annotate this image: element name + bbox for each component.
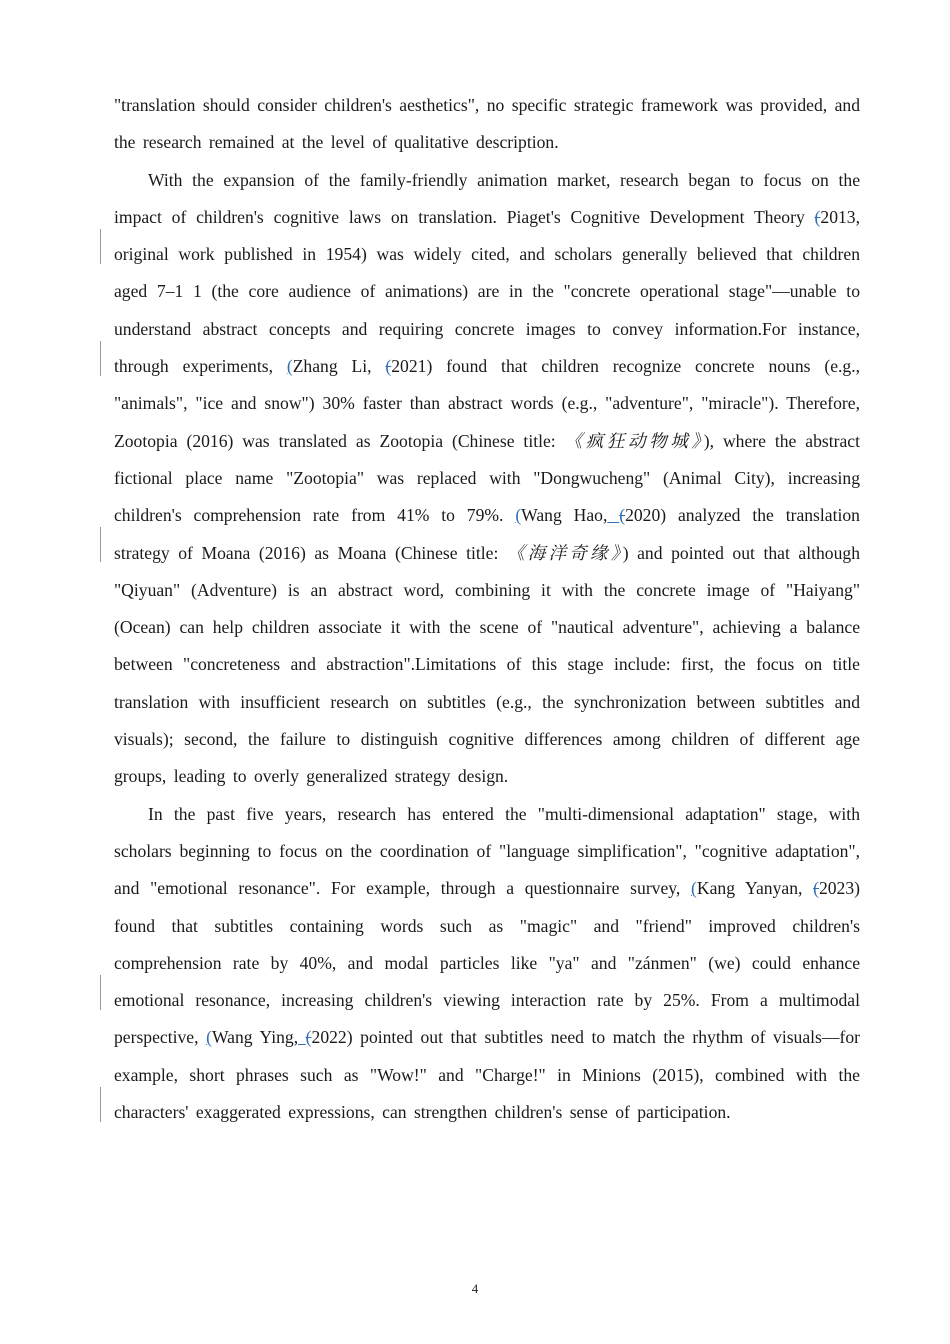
text-run: 2022) pointed out that subtitles need to match the rhythm of visuals—for example, short phrases such as "Wow!" and "Charge!" in Minions (2015), combined with the characters' exaggerated expressions, can strengthen children's sense of participation. [114,1027,860,1123]
tracked-insertion [607,505,619,525]
tracked-insertion [298,1027,306,1047]
revision-change-bar [100,527,101,562]
text-run: ), where the abstract fictional place name "Zootopia" was replaced with "Dongwucheng" (Animal City), increasing children's comprehension rate from 41% to 79%. [114,430,860,526]
tracked-deletion: ( [305,1027,312,1048]
paragraph [114,162,860,796]
text-run: "translation should consider children's aesthetics", no specific strategic framework was provided, and the research remained at the level of qualitative description. [114,95,860,153]
revision-change-bar [100,341,101,376]
body-text[interactable] [114,87,860,1131]
text-run: Wang Hao, [521,505,608,526]
tracked-deletion: ( [814,206,821,227]
tracked-deletion: ( [619,505,626,526]
text-run: Wang Ying, [211,1027,299,1048]
tracked-deletion: ( [813,878,819,899]
revision-change-bar [100,975,101,1010]
text-run: 2020) analyzed the translation strategy of Moana (2016) as Moana (Chinese title: [114,505,860,563]
text-run: With the expansion of the family-friendly animation market, research began to focus on the impact of children's cognitive laws on translation. Piaget's Cognitive Development Theory [114,169,860,227]
paragraph [114,87,860,162]
revision-change-bar [100,229,101,264]
text-run: 2021) found that children recognize concrete nouns (e.g., "animals", "ice and snow") 30% faster than abstract words (e.g., "adventure", "miracle"). Therefore, Zootopia (2016) was translated as Zootopia (Chinese title: [114,356,860,451]
tracked-insertion: ( [691,878,697,899]
text-run: In the past five years, research has entered the "multi-dimensional adaptation" stage, with scholars beginning to focus on the coordination of "language simplification", "cognitive adaptation", and "emotional resonance". For example, through a questionnaire survey, [114,803,860,899]
revision-change-bar [100,1087,101,1122]
page-number: 4 [471,1281,479,1296]
tracked-insertion: ( [515,505,522,526]
tracked-insertion: ( [286,356,293,377]
chinese-title: 《海洋奇缘》 [506,542,623,563]
text-run: ) and pointed out that although "Qiyuan" (Adventure) is an abstract word, combining it with the concrete image of "Haiyang" (Ocean) can help children associate it with the scene of "nautical adventure", achieving a balance between "concreteness and abstraction".Limitations of this stage include: first, the focus on title translation with insufficient research on subtitles (e.g., the synchronization between subtitles and visuals); second, the failure to distinguish cognitive differences among children of different age groups, leading to overly generalized strategy design. [114,542,860,787]
text-run: Zhang Li, [292,356,386,377]
tracked-deletion: ( [385,356,392,377]
paragraph [114,796,860,1132]
text-run: 2013, original work published in 1954) was widely cited, and scholars generally believed that children aged 7–1 1 (the core audience of animations) are in the "concrete operational stage"—unable to understand abstract concepts and requiring concrete images to convey information.For instance, through experiments, [114,206,860,377]
tracked-insertion: ( [206,1027,212,1048]
text-run: 2023) found that subtitles containing words such as "magic" and "friend" improved children's comprehension rate by 40%, and modal particles like "ya" and "zánmen" (we) could enhance emotional resonance, increasing children's viewing interaction rate by 25%. From a multimodal perspective, [114,878,860,1048]
chinese-title: 《疯狂动物城》 [564,430,704,451]
text-run: Kang Yanyan, [696,878,814,899]
